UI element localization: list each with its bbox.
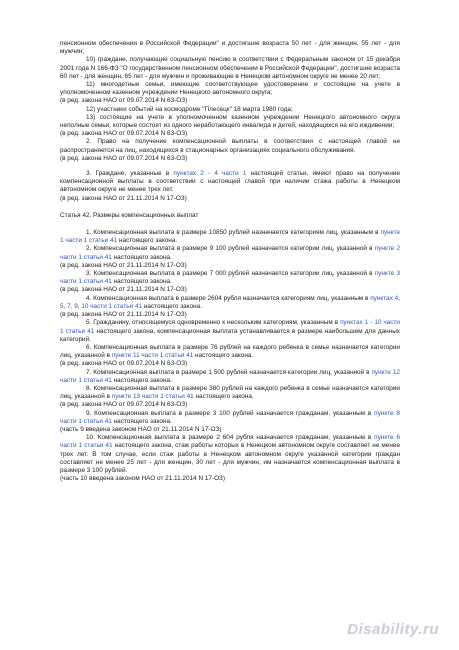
site-watermark: Disability.ru [347,621,439,638]
paragraph-text: пенсионном обеспечении в Российской Федерации" и достигшие возраста 50 лет - для женщин, 55 лет - для мужчин; [60,40,400,56]
paragraph-text: 10. Компенсационная выплата в размере 2 604 рубля назначается гражданам, указанным в [86,434,375,442]
document-body [60,40,400,483]
law-reference-link[interactable]: пунктах 2 - 4 части 1 [173,170,247,178]
paragraph-text: 2. Право на получение компенсационной выплаты в соответствии с настоящей главой не распространяется на лиц, находящихся в стационарных организациях социального обслуживания. [60,138,400,154]
paragraph-text: 11) многодетные семьи, имеющие соответствующее удостоверение и состоящие на учете в уполномоченном казенном учреждении Ненецкого автономного округа; [60,81,400,97]
paragraph-text: Статья 42. Размеры компенсационных выплат [60,211,199,219]
paragraph-text: настоящего закона. [111,417,172,425]
paragraph-text: 4. Компенсационная выплата в размере 2604 рубля назначается категориям лиц, указанным в [86,294,371,302]
paragraph-text: 12) участники событий на космодроме "Плесецк" 18 марта 1980 года; [86,105,293,113]
paragraph [60,56,400,81]
paragraph-text: 7. Компенсационная выплата в размере 1 500 рублей назначается категории лиц, указанной в [86,368,372,376]
law-reference-link[interactable]: пункте 2 части 1 статьи 41 [60,245,400,261]
law-reference-link[interactable]: пункте 8 части 1 статьи 41 [60,409,400,425]
law-reference-link[interactable]: пункте 1 части 1 статьи 41 [60,229,400,245]
paragraph-text: (в ред. закона НАО от 09.07.2014 N 63-ОЗ) [60,130,188,138]
law-reference-link[interactable]: пункте 11 части 1 статьи 41 [111,352,194,360]
paragraph [60,295,400,311]
paragraph-text: настоящего закона, стаж работы которых в Ненецком автономном округе составляет не менее трех лет. В том случае, если стаж работы в Ненецком автономном округе указанной категории граждан составляет не менее 25 лет - для женщин, 30 лет - для мужчин, им назначается компенсационная выплата в размере 3 100 рублей. [60,442,400,474]
paragraph [60,40,400,56]
paragraph-text: 2. Компенсационная выплата в размере 9 100 рублей назначается категории лиц, указанной в [86,245,375,253]
paragraph [60,286,400,294]
paragraph-text: 8. Компенсационная выплата в размере 380 рублей на каждого ребенка в семье назначается категории лиц, указанной в [60,384,400,401]
paragraph-text: (в ред. закона НАО от 09.07.2014 N 63-ОЗ) [60,401,188,409]
law-reference-link[interactable]: пунктах 4, 5, 7, 9, 10 части 1 статьи 41 [60,294,401,310]
law-reference-link[interactable]: пункте 6 части 1 статьи 41 [60,434,400,450]
paragraph [60,360,400,368]
paragraph [60,311,400,319]
paragraph-text: (в ред. закона НАО от 21.11.2014 N 17-ОЗ) [60,261,187,269]
paragraph [60,426,400,434]
paragraph [60,401,400,409]
paragraph-text: настоящей статьи, имеют право на получение компенсационной выплаты в соответствии с настоящей главой при наличии стажа работы в Ненецком автономном округе не менее трех лет. [60,170,401,194]
paragraph-text: настоящего закона. [111,253,172,261]
paragraph [60,114,400,130]
paragraph-text: 3. Граждане, указанные в [86,170,174,178]
paragraph [60,270,400,286]
paragraph-text: настоящего закона. [111,376,172,384]
paragraph-text: 10) граждане, получающие социальную пенсию в соответствии с Федеральным законом от 15 декабря 2001 года N 166-ФЗ "О государственном пенсионном обеспечении в Российской Федерации", достигшие возраста 60 лет - для женщин, 65 лет - для мужчин и проживающие в Ненецком автономном округе не менее 20 лет; [60,56,400,80]
paragraph [60,97,400,105]
paragraph [60,229,400,245]
paragraph [60,410,400,426]
article-heading [60,212,400,220]
paragraph [60,369,400,385]
paragraph [60,344,400,360]
paragraph-text: (в ред. закона НАО от 21.11.2014 N 17-ОЗ) [60,311,187,319]
law-reference-link[interactable]: пунктах 1 - 10 части 1 статьи 41 [60,319,400,335]
paragraph [60,155,400,163]
paragraph [60,262,400,270]
paragraph [60,170,400,195]
paragraph-text: настоящего закона. [117,237,178,245]
paragraph-text: 1. Компенсационная выплата в размере 10850 рублей назначается категориям лиц, указанным в [86,229,381,237]
paragraph [60,434,400,475]
paragraph-text: 9. Компенсационная выплата в размере 3 100 рублей назначается гражданам, указанным в [86,409,375,417]
paragraph [60,106,400,114]
paragraph-text: 5. Гражданину, относящемуся одновременно к нескольким категориям, указанным в [86,319,341,327]
paragraph-text: настоящего закона. [142,302,203,310]
paragraph-text: настоящего закона, компенсационная выплата устанавливается в размере наибольшем для данных категорий. [60,327,400,343]
paragraph-text: настоящего закона. [193,352,254,360]
paragraph [60,81,400,97]
paragraph-text: 3. Компенсационная выплата в размере 7 000 рублей назначается категории лиц, указанной в [86,270,375,278]
paragraph-text: (в ред. закона НАО от 21.11.2014 N 17-ОЗ) [60,194,187,202]
paragraph [60,475,400,483]
paragraph-text: (часть 10 введена законом НАО от 21.11.2014 N 17-ОЗ) [60,475,226,483]
paragraph [60,195,400,203]
paragraph-text: (часть 9 введена законом НАО от 21.11.2014 N 17-ОЗ) [60,425,222,433]
paragraph [60,385,400,401]
law-reference-link[interactable]: пункте 13 части 1 статьи 41 [111,393,194,401]
paragraph-text: (в ред. закона НАО от 09.07.2014 N 63-ОЗ) [60,360,188,368]
paragraph [60,245,400,261]
paragraph-text: настоящего закона. [193,393,254,401]
paragraph-text: (в ред. закона НАО от 09.07.2014 N 63-ОЗ) [60,97,188,105]
paragraph-text: (в ред. закона НАО от 21.11.2014 N 17-ОЗ) [60,286,187,294]
paragraph [60,138,400,154]
law-reference-link[interactable]: пункте 12 части 1 статьи 41 [60,368,400,384]
law-reference-link[interactable]: пункте 3 части 1 статьи 41 [60,270,400,286]
paragraph-text: 6. Компенсационная выплата в размере 76 рублей на каждого ребенка в семье назначается категории лиц, указанной в [60,343,400,360]
paragraph-text: настоящего закона. [111,278,172,286]
paragraph-text: (в ред. закона НАО от 09.07.2014 N 63-ОЗ) [60,154,188,162]
paragraph-text: 13) состоящие на учете в уполномоченном казенном учреждении Ненецкого автономного округа неполные семьи, которые состоят из одного неработающего инвалида и детей, находящихся на его иждивении; [60,113,400,130]
paragraph [60,319,400,344]
